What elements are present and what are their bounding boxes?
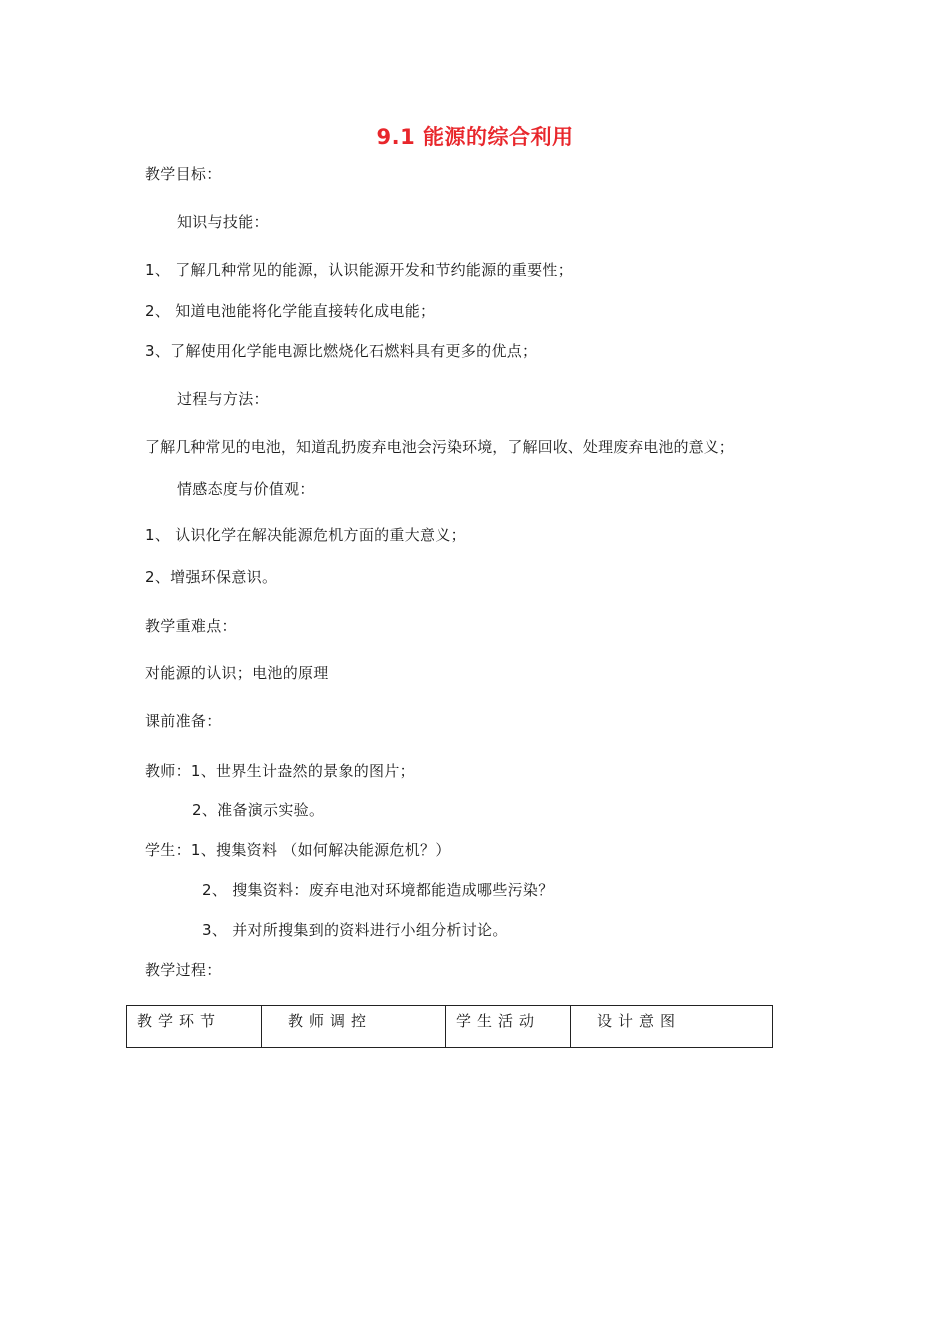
emotion-item-1: 1、 认识化学在解决能源危机方面的重大意义； <box>145 526 466 544</box>
key-points-heading: 教学重难点： <box>145 617 237 635</box>
table-header-cell: 设计意图 <box>571 1006 773 1048</box>
teaching-goals-heading: 教学目标： <box>145 165 222 183</box>
teacher-prep-2: 2、准备演示实验。 <box>192 801 325 819</box>
teacher-prep-1: 教师：1、世界生计盎然的景象的图片； <box>145 762 415 780</box>
table-header-cell: 教师调控 <box>262 1006 446 1048</box>
student-prep-1: 学生：1、搜集资料 （如何解决能源危机？） <box>145 841 451 859</box>
process-text: 了解几种常见的电池，知道乱扔废弃电池会污染环境，了解回收、处理废弃电池的意义； <box>145 438 734 456</box>
table-header-row <box>127 1006 773 1048</box>
knowledge-item-2: 2、 知道电池能将化学能直接转化成电能； <box>145 302 436 320</box>
table-header-cell: 教学环节 <box>127 1006 262 1048</box>
table-header-cell: 学生活动 <box>446 1006 571 1048</box>
page-title: 9.1 能源的综合利用 <box>376 125 574 149</box>
student-prep-2: 2、 搜集资料：废弃电池对环境都能造成哪些污染？ <box>202 881 554 899</box>
emotion-item-2: 2、增强环保意识。 <box>145 568 278 586</box>
knowledge-item-1: 1、 了解几种常见的能源，认识能源开发和节约能源的重要性； <box>145 261 574 279</box>
knowledge-item-3: 3、了解使用化学能电源比燃烧化石燃料具有更多的优点； <box>145 342 538 360</box>
student-prep-3: 3、 并对所搜集到的资料进行小组分析讨论。 <box>202 921 508 939</box>
teaching-process-table <box>126 1005 773 1048</box>
emotion-heading: 情感态度与价值观： <box>177 480 315 498</box>
preparation-heading: 课前准备： <box>145 712 222 730</box>
knowledge-heading: 知识与技能： <box>177 213 269 231</box>
key-points-text: 对能源的认识；电池的原理 <box>145 664 329 682</box>
process-heading: 过程与方法： <box>177 390 269 408</box>
process-table-heading: 教学过程： <box>145 961 222 979</box>
